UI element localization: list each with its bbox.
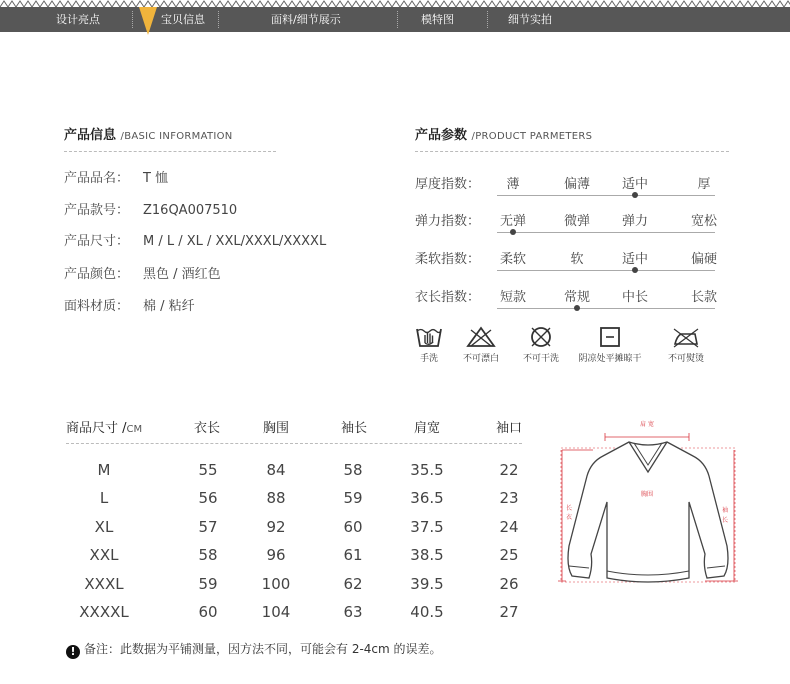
param-option: 弹力 [621,214,649,229]
param-option: 薄 [506,177,520,192]
param-scale-line [497,195,715,196]
size-header-size [66,417,142,436]
param-scale-line [497,308,715,309]
info-value: 棉 / 粘纤 [143,299,195,314]
size-row-label: XL [94,517,114,536]
diagram-sleeve-char: 袖 [721,507,729,514]
nav-separator [218,11,219,28]
nav-separator [397,11,398,28]
size-cell: 96 [266,546,286,565]
nav-separator [132,11,133,28]
param-label: 柔软指数： [415,252,481,267]
size-cell: 38.5 [410,546,444,565]
info-row-material [64,295,195,314]
param-option: 短款 [499,290,527,305]
care-label: 不可漂白 [462,354,499,364]
hand-wash-icon [415,326,443,348]
info-title-cn: 产品信息 [64,128,117,143]
size-cell: 26 [499,574,519,593]
care-no-dry-clean [506,326,576,364]
size-cell: 23 [499,489,519,508]
param-option: 柔软 [499,252,527,267]
params-section-title [415,124,592,143]
size-table-divider [66,443,522,444]
size-cell: 36.5 [410,489,444,508]
info-value: M / L / XL / XXL/XXXL/XXXXL [143,234,327,249]
size-cell: 92 [266,517,286,536]
garment-diagram [555,416,741,586]
param-option: 微弹 [563,214,591,229]
param-selected-marker [510,229,516,235]
size-cell: 27 [499,603,519,621]
param-option: 适中 [621,177,649,192]
param-option: 常规 [563,290,591,305]
nav-separator [487,11,488,28]
size-cell: 59 [343,489,363,508]
info-value: 黑色 / 酒红色 [143,267,221,282]
size-cell: 35.5 [410,461,444,479]
diagram-length-label [566,505,572,521]
param-scale-line [497,270,715,271]
size-header-label: 商品尺寸 / [66,421,127,436]
size-unit: CM [126,424,143,435]
param-selected-marker [632,192,638,198]
info-label: 产品款号： [64,203,130,218]
info-value: T 恤 [143,171,169,186]
size-row-label: XXXXL [79,603,129,621]
sweater-outline [565,442,728,582]
size-cell: 63 [343,603,363,621]
param-label: 厚度指数： [415,177,481,192]
info-row-sku [64,199,237,218]
param-option: 长款 [690,290,718,305]
diagram-sleeve-label [722,506,728,524]
nav-background [0,7,790,32]
measurement-note [66,640,442,659]
info-row-name [64,167,168,186]
param-scale-line [497,232,715,233]
size-cell: 58 [343,461,363,479]
alert-icon: ! [66,645,80,659]
param-option: 适中 [621,252,649,267]
info-section-title [64,124,233,143]
param-option: 偏硬 [690,252,718,267]
diagram-shoulder-label: 肩 宽 [640,421,654,428]
size-cell: 39.5 [410,574,444,593]
size-header-shoulder: 肩宽 [413,421,441,436]
nav-tab-model[interactable]: 模特图 [421,13,454,26]
care-label: 阴凉处平摊晾干 [578,354,642,364]
flat-dry-shade-icon [598,326,622,348]
nav-tab-fabric[interactable]: 面料/细节展示 [271,13,341,26]
diagram-length-char: 长 [565,505,573,512]
size-cell: 59 [198,574,218,593]
info-value: Z16QA007510 [143,203,238,218]
size-header-sleeve: 袖长 [340,421,368,436]
param-option: 偏薄 [563,177,591,192]
no-dry-clean-icon [529,326,553,348]
size-cell: 56 [198,489,218,508]
care-label: 手洗 [419,354,438,364]
no-bleach-icon [466,326,496,348]
size-row-label: XXXL [84,574,124,593]
size-cell: 104 [261,603,291,621]
size-row-label: L [99,489,109,508]
care-label: 不可熨烫 [667,354,704,364]
care-no-iron [651,326,721,364]
param-label: 衣长指数： [415,290,481,305]
param-option: 无弹 [499,214,527,229]
diagram-chest-label: 胸围 [640,491,654,498]
params-divider [415,151,729,152]
info-row-colors [64,263,221,282]
care-flat-dry [575,326,645,364]
params-title-cn: 产品参数 [415,128,468,143]
size-cell: 24 [499,517,519,536]
size-cell: 88 [266,489,286,508]
diagram-sleeve-char: 长 [721,517,729,524]
nav-tab-detail[interactable]: 细节实拍 [508,13,552,26]
param-selected-marker [574,305,580,311]
size-cell: 60 [343,517,363,536]
nav-tab-design[interactable]: 设计亮点 [56,13,100,26]
diagram-length-char: 衣 [565,514,573,521]
param-selected-marker [632,267,638,273]
params-title-en: /PRODUCT PARMETERS [471,131,593,142]
size-cell: 25 [499,546,519,565]
size-header-chest: 胸围 [262,421,290,436]
size-cell: 60 [198,603,218,621]
info-label: 产品尺寸： [64,234,130,249]
nav-active-pointer [139,7,157,35]
size-row-label: XXL [89,546,119,565]
param-option: 厚 [697,177,711,192]
care-label: 不可干洗 [522,354,559,364]
size-cell: 100 [261,574,291,593]
size-cell: 37.5 [410,517,444,536]
param-option: 中长 [621,290,649,305]
info-title-en: /BASIC INFORMATION [120,131,233,142]
info-row-sizes [64,230,326,249]
info-label: 产品品名： [64,171,130,186]
note-text: 备注：此数据为平铺测量，因方法不同，可能会有 2-4cm 的误差。 [84,642,442,656]
size-cell: 58 [198,546,218,565]
top-nav [0,0,790,32]
no-iron-icon [671,326,701,348]
size-cell: 62 [343,574,363,593]
info-divider [64,151,276,152]
size-cell: 40.5 [410,603,444,621]
size-header-length: 衣长 [193,421,221,436]
info-label: 面料材质： [64,299,130,314]
nav-zigzag-border [0,0,790,7]
size-cell: 57 [198,517,218,536]
size-header-cuff: 袖口 [495,421,523,436]
size-cell: 22 [499,461,519,479]
size-cell: 84 [266,461,286,479]
info-label: 产品颜色： [64,267,130,282]
size-cell: 55 [198,461,218,479]
size-cell: 61 [343,546,363,565]
size-row-label: M [97,461,111,479]
param-option: 宽松 [690,214,718,229]
param-option: 软 [570,252,584,267]
nav-tab-info[interactable]: 宝贝信息 [161,13,205,26]
param-label: 弹力指数： [415,214,481,229]
